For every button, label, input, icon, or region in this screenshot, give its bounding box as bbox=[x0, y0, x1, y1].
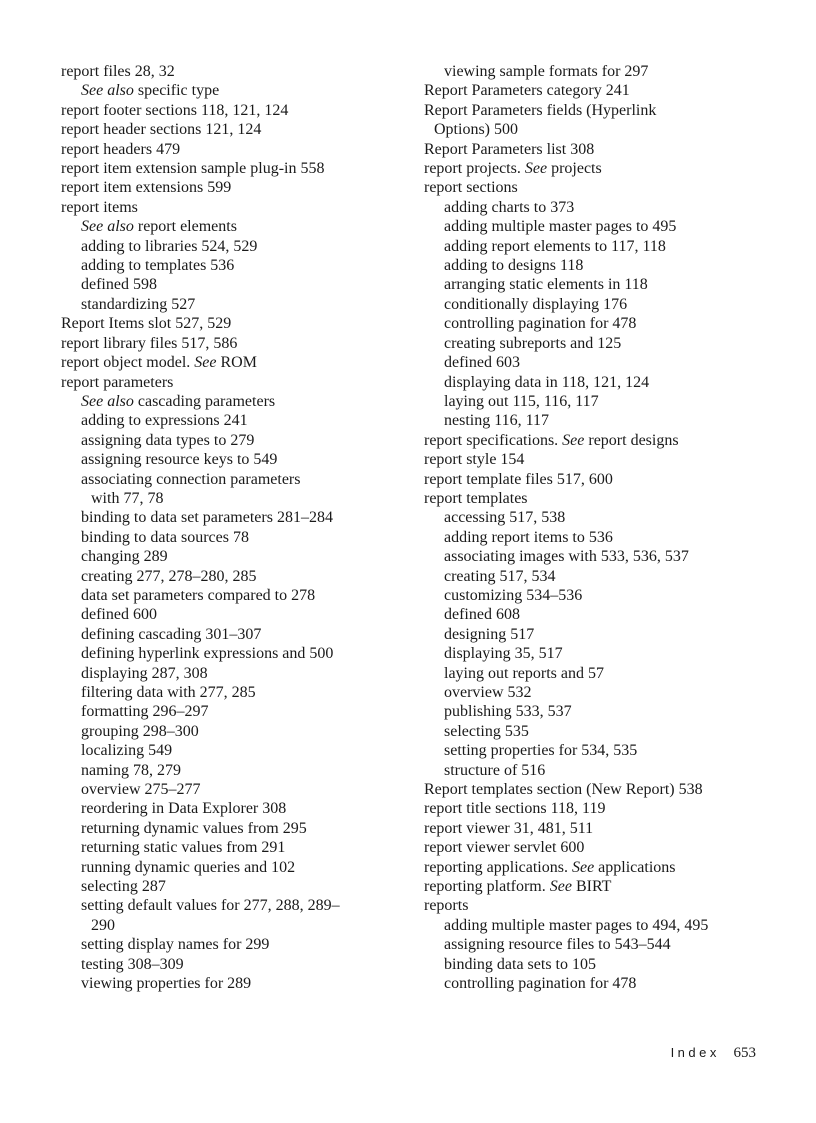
index-entry bbox=[61, 101, 401, 120]
entry-text: with 77, 78 bbox=[91, 489, 164, 507]
entry-text: report files 28, 32 bbox=[61, 63, 175, 80]
index-subentry bbox=[61, 877, 401, 896]
index-subentry bbox=[424, 605, 774, 624]
index-entry bbox=[61, 140, 401, 159]
entry-text: adding multiple master pages to 494, 495 bbox=[444, 916, 709, 934]
index-subentry bbox=[424, 974, 774, 993]
index-subentry bbox=[61, 955, 401, 974]
entry-text: specific type bbox=[133, 82, 220, 100]
index-subentry bbox=[424, 644, 774, 663]
entry-text: defining hyperlink expressions and 500 bbox=[81, 645, 334, 663]
entry-text: adding report items to 536 bbox=[444, 528, 613, 546]
entry-text: displaying 35, 517 bbox=[444, 645, 563, 663]
entry-text: customizing 534–536 bbox=[444, 586, 583, 604]
index-subentry bbox=[61, 81, 401, 100]
entry-text: report template files 517, 600 bbox=[424, 470, 613, 488]
index-subentry bbox=[61, 916, 401, 935]
entry-text: Report Parameters fields (Hyperlink bbox=[424, 101, 657, 119]
index-subentry bbox=[61, 547, 401, 566]
entry-text: Report Parameters list 308 bbox=[424, 140, 595, 158]
entry-text: viewing properties for 289 bbox=[81, 975, 252, 993]
entry-text: localizing 549 bbox=[81, 742, 173, 760]
index-subentry bbox=[424, 935, 774, 954]
entry-text: associating connection parameters bbox=[81, 470, 301, 488]
index-subentry bbox=[61, 605, 401, 624]
index-subentry bbox=[61, 799, 401, 818]
page-number: 653 bbox=[733, 1045, 756, 1061]
index-entry bbox=[424, 470, 774, 489]
index-entry bbox=[424, 877, 774, 896]
entry-text: filtering data with 277, 285 bbox=[81, 684, 256, 701]
index-entry bbox=[61, 198, 401, 217]
index-subentry bbox=[61, 508, 401, 527]
entry-text: reporting platform. bbox=[424, 878, 550, 896]
entry-text: running dynamic queries and 102 bbox=[81, 858, 296, 876]
index-subentry bbox=[424, 625, 774, 644]
index-subentry bbox=[424, 528, 774, 547]
index-subentry bbox=[61, 567, 401, 586]
index-subentry bbox=[424, 353, 774, 372]
entry-text: report specifications. bbox=[424, 431, 563, 449]
entry-text: report item extensions 599 bbox=[61, 179, 232, 197]
see-label: See bbox=[194, 354, 217, 372]
entry-text: controlling pagination for 478 bbox=[444, 975, 637, 993]
entry-text: defined 603 bbox=[444, 354, 520, 372]
index-subentry bbox=[424, 275, 774, 294]
entry-text: Options) 500 bbox=[434, 121, 518, 139]
entry-text: standardizing 527 bbox=[81, 295, 196, 313]
entry-text: report items bbox=[61, 198, 138, 216]
entry-text: structure of 516 bbox=[444, 761, 546, 779]
index-subentry bbox=[61, 217, 401, 236]
entry-text: adding to expressions 241 bbox=[81, 412, 248, 430]
index-subentry bbox=[61, 819, 401, 838]
index-subentry bbox=[61, 741, 401, 760]
index-subentry bbox=[61, 586, 401, 605]
entry-text: setting default values for 277, 288, 289– bbox=[81, 897, 340, 915]
index-subentry bbox=[424, 586, 774, 605]
index-subentry bbox=[61, 275, 401, 294]
index-entry bbox=[61, 353, 401, 372]
see-label: See bbox=[562, 431, 585, 449]
entry-text: binding to data set parameters 281–284 bbox=[81, 509, 333, 527]
entry-text: accessing 517, 538 bbox=[444, 509, 566, 527]
index-subentry bbox=[61, 974, 401, 993]
entry-text: conditionally displaying 176 bbox=[444, 295, 628, 313]
entry-text: overview 275–277 bbox=[81, 781, 201, 799]
index-subentry bbox=[61, 411, 401, 430]
index-entry bbox=[424, 159, 774, 178]
entry-text: report elements bbox=[133, 218, 237, 236]
index-subentry bbox=[424, 295, 774, 314]
index-entry bbox=[424, 819, 774, 838]
index-entry bbox=[61, 159, 401, 178]
index-entry bbox=[424, 120, 774, 139]
entry-text: adding to libraries 524, 529 bbox=[81, 237, 258, 255]
see-label: See bbox=[571, 858, 595, 876]
entry-text: returning dynamic values from 295 bbox=[81, 819, 307, 837]
entry-text: adding multiple master pages to 495 bbox=[444, 218, 677, 236]
see-label: See bbox=[549, 878, 572, 896]
index-entry bbox=[424, 101, 774, 120]
index-entry bbox=[61, 314, 401, 333]
entry-text: report parameters bbox=[61, 373, 174, 391]
entry-text: report footer sections 118, 121, 124 bbox=[61, 101, 289, 119]
entry-text: report viewer servlet 600 bbox=[424, 839, 585, 857]
index-subentry bbox=[424, 217, 774, 236]
entry-text: creating 277, 278–280, 285 bbox=[81, 567, 257, 585]
entry-text: report header sections 121, 124 bbox=[61, 121, 262, 139]
index-subentry bbox=[424, 916, 774, 935]
index-subentry bbox=[61, 489, 401, 508]
index-subentry bbox=[61, 256, 401, 275]
entry-text: report library files 517, 586 bbox=[61, 334, 238, 352]
entry-text: laying out 115, 116, 117 bbox=[444, 392, 599, 410]
index-entry bbox=[424, 178, 774, 197]
index-subentry bbox=[61, 625, 401, 644]
entry-text: cascading parameters bbox=[133, 392, 276, 410]
index-subentry bbox=[61, 644, 401, 663]
page-footer bbox=[671, 1045, 756, 1062]
entry-text: viewing sample formats for 297 bbox=[444, 63, 649, 80]
entry-text: displaying data in 118, 121, 124 bbox=[444, 373, 650, 391]
index-entry bbox=[424, 431, 774, 450]
entry-text: controlling pagination for 478 bbox=[444, 315, 637, 333]
index-subentry bbox=[424, 664, 774, 683]
entry-text: selecting 535 bbox=[444, 722, 529, 740]
index-subentry bbox=[61, 431, 401, 450]
index-subentry bbox=[61, 838, 401, 857]
index-column-left bbox=[61, 62, 401, 994]
entry-text: formatting 296–297 bbox=[81, 703, 209, 721]
entry-text: adding to designs 118 bbox=[444, 257, 584, 275]
entry-text: assigning resource files to 543–544 bbox=[444, 936, 671, 954]
index-entry bbox=[61, 334, 401, 353]
entry-text: setting display names for 299 bbox=[81, 936, 270, 954]
entry-text: publishing 533, 537 bbox=[444, 703, 572, 721]
entry-text: adding to templates 536 bbox=[81, 257, 235, 275]
entry-text: setting properties for 534, 535 bbox=[444, 742, 638, 760]
index-subentry bbox=[61, 780, 401, 799]
entry-text: report title sections 118, 119 bbox=[424, 800, 606, 818]
index-subentry bbox=[424, 198, 774, 217]
entry-text: defined 608 bbox=[444, 606, 520, 624]
index-entry bbox=[61, 178, 401, 197]
index-entry bbox=[61, 120, 401, 139]
entry-text: arranging static elements in 118 bbox=[444, 276, 648, 294]
entry-text: data set parameters compared to 278 bbox=[81, 586, 316, 604]
index-entry bbox=[424, 489, 774, 508]
index-entry bbox=[424, 81, 774, 100]
entry-text: displaying 287, 308 bbox=[81, 664, 208, 682]
entry-text: reports bbox=[424, 897, 469, 915]
entry-text: report templates bbox=[424, 489, 528, 507]
entry-text: laying out reports and 57 bbox=[444, 664, 604, 682]
entry-text: returning static values from 291 bbox=[81, 839, 286, 857]
index-subentry bbox=[61, 935, 401, 954]
index-subentry bbox=[424, 237, 774, 256]
index-subentry bbox=[424, 702, 774, 721]
entry-text: Report Parameters category 241 bbox=[424, 82, 630, 100]
index-entry bbox=[424, 858, 774, 877]
entry-text: reporting applications. bbox=[424, 858, 572, 876]
entry-text: overview 532 bbox=[444, 684, 532, 701]
index-subentry bbox=[61, 295, 401, 314]
entry-text: report sections bbox=[424, 179, 518, 197]
entry-text: creating subreports and 125 bbox=[444, 334, 622, 352]
index-subentry bbox=[61, 528, 401, 547]
entry-text: defining cascading 301–307 bbox=[81, 625, 262, 643]
index-subentry bbox=[61, 470, 401, 489]
index-subentry bbox=[424, 683, 774, 702]
entry-text: creating 517, 534 bbox=[444, 567, 556, 585]
see-also-label: See also bbox=[81, 218, 134, 236]
entry-text: assigning resource keys to 549 bbox=[81, 451, 278, 469]
entry-text: grouping 298–300 bbox=[81, 722, 199, 740]
index-subentry bbox=[61, 392, 401, 411]
entry-text: adding charts to 373 bbox=[444, 198, 575, 216]
index-entry bbox=[424, 780, 774, 799]
entry-text: Report Items slot 527, 529 bbox=[61, 315, 232, 333]
entry-text: reordering in Data Explorer 308 bbox=[81, 800, 287, 818]
index-subentry bbox=[424, 508, 774, 527]
entry-text: testing 308–309 bbox=[81, 955, 184, 973]
index-subentry bbox=[61, 761, 401, 780]
entry-text: 290 bbox=[91, 916, 115, 934]
entry-text: binding to data sources 78 bbox=[81, 528, 249, 546]
index-subentry bbox=[424, 955, 774, 974]
index-subentry bbox=[424, 741, 774, 760]
index-subentry bbox=[424, 256, 774, 275]
entry-text: changing 289 bbox=[81, 548, 168, 566]
index-subentry bbox=[424, 334, 774, 353]
index-column-right bbox=[424, 62, 774, 994]
index-subentry bbox=[424, 722, 774, 741]
index-subentry bbox=[424, 567, 774, 586]
index-entry bbox=[424, 450, 774, 469]
entry-text: report viewer 31, 481, 511 bbox=[424, 819, 594, 837]
entry-text: report item extension sample plug-in 558 bbox=[61, 160, 325, 178]
index-subentry bbox=[61, 896, 401, 915]
see-target: BIRT bbox=[571, 878, 612, 896]
entry-text: defined 598 bbox=[81, 276, 157, 294]
entry-text: associating images with 533, 536, 537 bbox=[444, 548, 689, 566]
see-also-label: See also bbox=[81, 82, 134, 100]
index-entry bbox=[61, 373, 401, 392]
index-subentry bbox=[424, 761, 774, 780]
entry-text: assigning data types to 279 bbox=[81, 431, 255, 449]
index-subentry bbox=[61, 683, 401, 702]
see-also-label: See also bbox=[81, 392, 134, 410]
index-subentry bbox=[61, 237, 401, 256]
entry-text: designing 517 bbox=[444, 625, 535, 643]
index-subentry bbox=[424, 373, 774, 392]
entry-text: selecting 287 bbox=[81, 878, 166, 896]
index-entry bbox=[424, 838, 774, 857]
index-subentry bbox=[61, 702, 401, 721]
see-target: ROM bbox=[216, 354, 257, 372]
entry-text: report style 154 bbox=[424, 451, 525, 469]
index-subentry bbox=[424, 411, 774, 430]
entry-text: Report templates section (New Report) 538 bbox=[424, 781, 703, 799]
see-target: applications bbox=[594, 858, 676, 876]
index-subentry bbox=[61, 858, 401, 877]
index-subentry bbox=[61, 450, 401, 469]
index-entry bbox=[61, 62, 401, 81]
footer-section-label: Index bbox=[670, 1045, 720, 1060]
entry-text: report headers 479 bbox=[61, 140, 181, 158]
see-target: projects bbox=[547, 160, 602, 178]
index-subentry bbox=[424, 314, 774, 333]
index-entry bbox=[424, 799, 774, 818]
entry-text: defined 600 bbox=[81, 606, 157, 624]
index-subentry bbox=[61, 722, 401, 741]
see-target: report designs bbox=[584, 431, 679, 449]
see-label: See bbox=[524, 160, 548, 178]
entry-text: nesting 116, 117 bbox=[444, 412, 550, 430]
entry-text: adding report elements to 117, 118 bbox=[444, 237, 666, 255]
index-subentry bbox=[61, 664, 401, 683]
index-entry bbox=[424, 140, 774, 159]
index-entry bbox=[424, 896, 774, 915]
index-subentry bbox=[424, 547, 774, 566]
entry-text: report object model. bbox=[61, 354, 195, 372]
entry-text: report projects. bbox=[424, 160, 525, 178]
index-subentry bbox=[424, 392, 774, 411]
index-subentry bbox=[424, 62, 774, 81]
entry-text: naming 78, 279 bbox=[81, 761, 181, 779]
entry-text: binding data sets to 105 bbox=[444, 955, 596, 973]
